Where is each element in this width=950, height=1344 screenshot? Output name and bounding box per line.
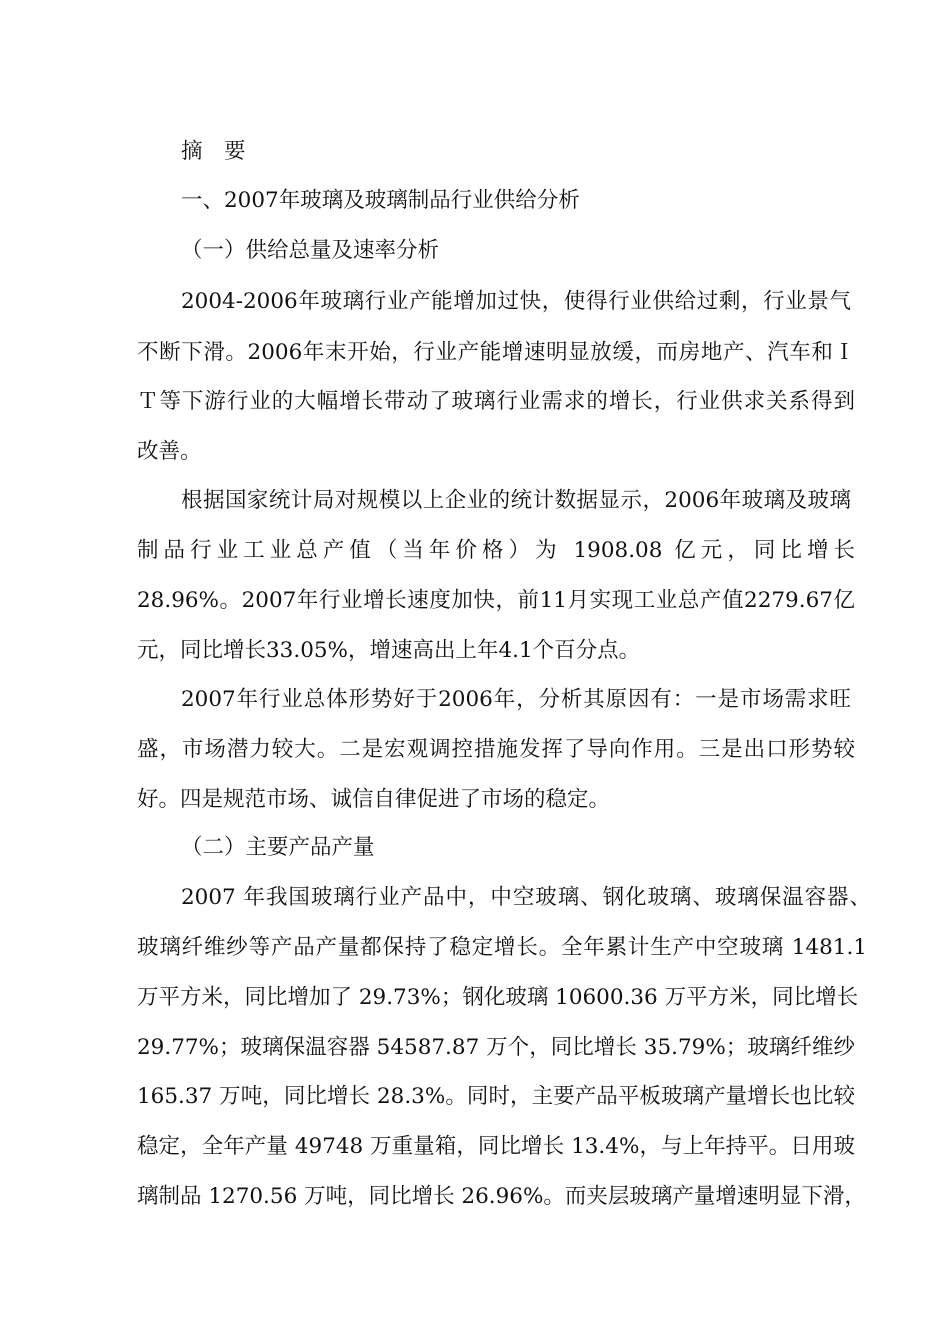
paragraph-line: 28.96%。2007年行业增长速度加快，前11月实现工业总产值2279.67亿: [137, 588, 855, 613]
paragraph-line: 29.77%；玻璃保温容器 54587.87 万个，同比增长 35.79%；玻璃纤维纱: [137, 1035, 855, 1060]
paragraph-line: 元，同比增长33.05%，增速高出上年4.1个百分点。: [137, 638, 641, 663]
paragraph-line: 根据国家统计局对规模以上企业的统计数据显示，2006年玻璃及玻璃: [181, 488, 852, 513]
paragraph-line: 盛，市场潜力较大。二是宏观调控措施发挥了导向作用。三是出口形势较: [137, 737, 855, 762]
section-title: 一、2007年玻璃及玻璃制品行业供给分析: [181, 188, 580, 213]
paragraph-line: 玻璃纤维纱等产品产量都保持了稳定增长。全年累计生产中空玻璃 1481.1: [137, 935, 867, 960]
paragraph-line: 165.37 万吨，同比增长 28.3%。同时，主要产品平板玻璃产量增长也比较: [137, 1084, 855, 1109]
paragraph-line: 好。四是规范市场、诚信自律促进了市场的稳定。: [137, 787, 611, 812]
abstract-heading: 摘 要: [181, 139, 246, 164]
paragraph-line: 2007 年我国玻璃行业产品中，中空玻璃、钢化玻璃、玻璃保温容器、: [181, 885, 871, 910]
paragraph-line: 不断下滑。2006年末开始，行业产能增速明显放缓，而房地产、汽车和Ｉ: [137, 340, 855, 365]
subsection-title: （二）主要产品产量: [181, 835, 375, 860]
subsection-title: （一）供给总量及速率分析: [181, 238, 440, 263]
paragraph-line: 万平方米，同比增加了 29.73%；钢化玻璃 10600.36 万平方米，同比增长: [137, 985, 859, 1010]
paragraph-line: 璃制品 1270.56 万吨，同比增长 26.96%。而夹层玻璃产量增速明显下滑，: [137, 1184, 866, 1209]
paragraph-line: 制品行业工业总产值（当年价格）为 1908.08 亿元，同比增长: [137, 538, 855, 563]
paragraph-line: 2007年行业总体形势好于2006年，分析其原因有：一是市场需求旺: [181, 687, 851, 712]
paragraph-line: 稳定，全年产量 49748 万重量箱，同比增长 13.4%，与上年持平。日用玻: [137, 1134, 855, 1159]
paragraph-line: 改善。: [137, 439, 202, 464]
paragraph-line: Ｔ等下游行业的大幅增长带动了玻璃行业需求的增长，行业供求关系得到: [137, 389, 855, 414]
paragraph-line: 2004-2006年玻璃行业产能增加过快，使得行业供给过剩，行业景气: [181, 289, 851, 314]
